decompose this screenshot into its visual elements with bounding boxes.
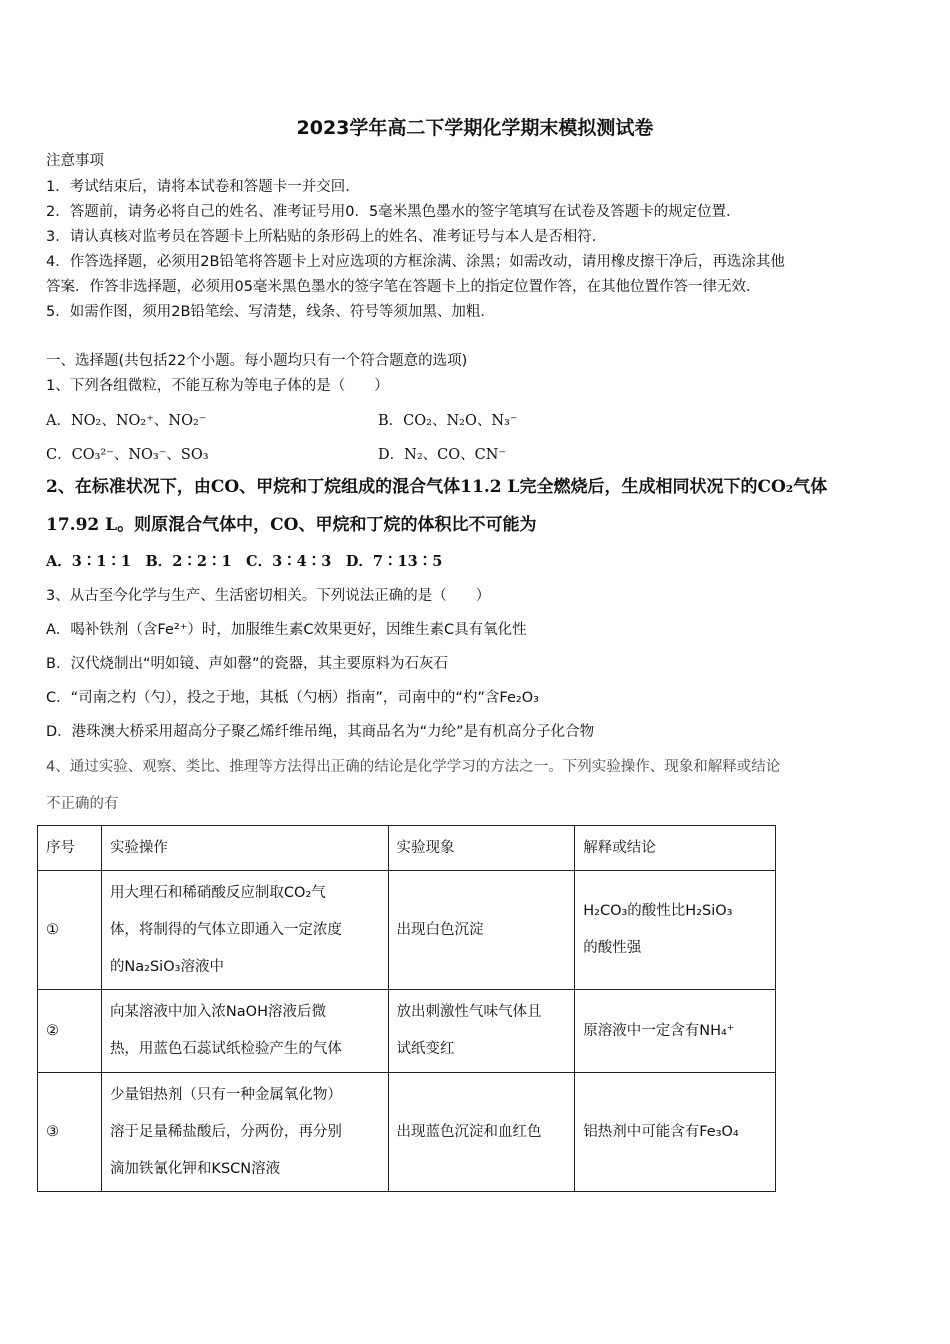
q1-option-d: D．N₂、CO、CN⁻ — [378, 447, 507, 463]
cell-line: 原溶液中一定含有NH₄⁺ — [583, 1022, 735, 1039]
operation-cell — [101, 1073, 388, 1192]
q3-option-d: D．港珠澳大桥采用超高分子聚乙烯纤维吊绳，其商品名为“力纶”是有机高分子化合物 — [46, 724, 595, 740]
cell-line: 出现白色沉淀 — [396, 921, 484, 938]
header-cell: 解释或结论 — [575, 826, 776, 871]
q1-option-a: A．NO₂、NO₂⁺、NO₂⁻ — [46, 413, 207, 429]
cell-line: 出现蓝色沉淀和血红色 — [396, 1123, 542, 1140]
question-4-stem: 4、通过实验、观察、类比、推理等方法得出正确的结论是化学学习的方法之一。下列实验操作、现象和解释或结论 — [46, 759, 781, 775]
notice-item: 答案．作答非选择题，必须用05毫米黑色墨水的签字笔在答题卡上的指定位置作答，在其他位置作答一律无效． — [46, 279, 761, 295]
notice-item: 1．考试结束后，请将本试卷和答题卡一并交回． — [46, 179, 360, 195]
table-row — [38, 871, 776, 990]
cell-line: 溶于足量稀盐酸后，分两份，再分别 — [109, 1123, 342, 1140]
cell-line: 体，将制得的气体立即通入一定浓度 — [109, 921, 342, 938]
cell-line: 少量铝热剂（只有一种金属氧化物） — [109, 1086, 342, 1103]
header-cell: 实验现象 — [388, 826, 575, 871]
phenomenon-cell — [388, 871, 575, 990]
conclusion-cell — [575, 1073, 776, 1192]
header-cell: 序号 — [38, 826, 102, 871]
conclusion-cell — [575, 871, 776, 990]
cell-line: 铝热剂中可能含有Fe₃O₄ — [583, 1123, 739, 1140]
notice-item: 3．请认真核对监考员在答题卡上所粘贴的条形码上的姓名、准考证号与本人是否相符． — [46, 229, 607, 245]
conclusion-cell — [575, 990, 776, 1073]
operation-cell — [101, 990, 388, 1073]
q3-option-c: C．“司南之杓（勺），投之于地，其柢（勺柄）指南”，司南中的“杓”含Fe₂O₃ — [46, 690, 539, 706]
cell-line: 的酸性强 — [583, 940, 642, 956]
question-2-stem: 2、在标准状况下，由CO、甲烷和丁烷组成的混合气体11.2 L完全燃烧后，生成相同状况下的CO₂气体 — [46, 477, 828, 497]
q2-options: A．3∶1∶1 B．2∶2∶1 C．3∶4∶3 D．7∶13∶5 — [46, 553, 443, 570]
table-header-row — [38, 826, 776, 871]
question-3-stem: 3、从古至今化学与生产、生活密切相关。下列说法正确的是（ ） — [46, 588, 491, 604]
table-row — [38, 990, 776, 1073]
phenomenon-cell — [388, 1073, 575, 1192]
q3-option-a: A．喝补铁剂（含Fe²⁺）时，加服维生素C效果更好，因维生素C具有氧化性 — [46, 622, 527, 638]
section-heading: 一、选择题(共包括22个小题。每小题均只有一个符合题意的选项) — [46, 353, 468, 369]
page-title: 2023学年高二下学期化学期末模拟测试卷 — [296, 117, 654, 139]
question-4-stem-cont: 不正确的有 — [46, 796, 119, 812]
header-cell: 实验操作 — [101, 826, 388, 871]
row-number: ② — [38, 990, 102, 1073]
row-number: ③ — [38, 1073, 102, 1192]
q1-option-b: B．CO₂、N₂O、N₃⁻ — [378, 413, 518, 429]
experiment-table — [37, 825, 776, 1192]
cell-line: 向某溶液中加入浓NaOH溶液后微 — [109, 1004, 326, 1020]
question-2-stem-cont: 17.92 L。则原混合气体中，CO、甲烷和丁烷的体积比不可能为 — [46, 515, 537, 535]
cell-line: 滴加铁氰化钾和KSCN溶液 — [109, 1160, 281, 1177]
cell-line: H₂CO₃的酸性比H₂SiO₃ — [583, 903, 733, 919]
notice-item: 4．作答选择题，必须用2B铅笔将答题卡上对应选项的方框涂满、涂黑；如需改动，请用橡皮擦干净后，再选涂其他 — [46, 254, 785, 270]
question-1-stem: 1、下列各组微粒，不能互称为等电子体的是（ ） — [46, 378, 389, 394]
cell-line: 用大理石和稀硝酸反应制取CO₂气 — [109, 884, 326, 901]
cell-line: 试纸变红 — [396, 1041, 455, 1057]
table-row — [38, 1073, 776, 1192]
notice-item: 2．答题前，请务必将自己的姓名、准考证号用0．5毫米黑色墨水的签字笔填写在试卷及答题卡的规定位置． — [46, 204, 741, 220]
row-number: ① — [38, 871, 102, 990]
operation-cell — [101, 871, 388, 990]
cell-line: 的Na₂SiO₃溶液中 — [109, 958, 224, 975]
q3-option-b: B．汉代烧制出“明如镜、声如罄”的瓷器，其主要原料为石灰石 — [46, 656, 448, 672]
cell-line: 热，用蓝色石蕊试纸检验产生的气体 — [109, 1041, 342, 1057]
q1-option-c: C．CO₃²⁻、NO₃⁻、SO₃ — [46, 447, 209, 463]
notice-item: 5．如需作图，须用2B铅笔绘、写清楚，线条、符号等须加黑、加粗． — [46, 304, 495, 320]
cell-line: 放出刺激性气味气体且 — [396, 1004, 542, 1020]
notice-heading: 注意事项 — [46, 153, 104, 169]
phenomenon-cell — [388, 990, 575, 1073]
